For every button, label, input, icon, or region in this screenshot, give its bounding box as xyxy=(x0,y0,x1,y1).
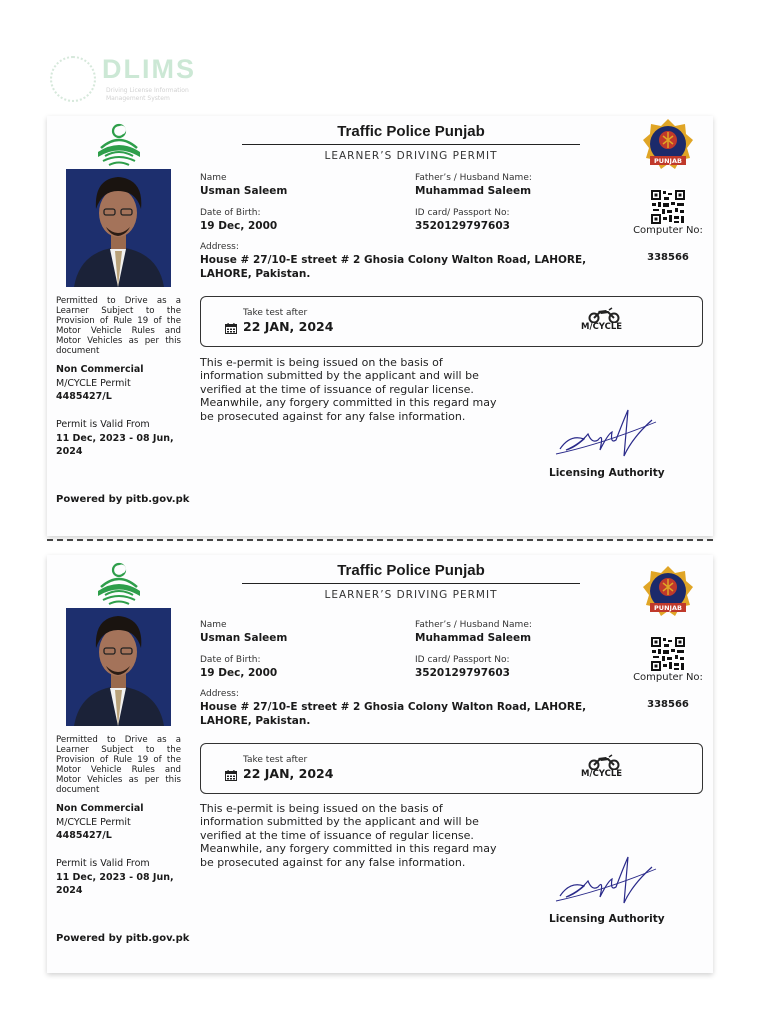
valid-dates: 11 Dec, 2023 - 08 Jun, 2024 xyxy=(56,872,174,896)
doc-title: LEARNER’S DRIVING PERMIT xyxy=(324,150,498,162)
permit-type: M/CYCLE Permit xyxy=(56,817,131,828)
permit-number: 4485427/L xyxy=(56,830,112,841)
father-value: Muhammad Saleem xyxy=(415,632,532,644)
test-label: Take test after xyxy=(243,308,308,318)
id-value: 3520129797603 xyxy=(415,667,510,679)
calendar-icon xyxy=(225,770,237,781)
name-label: Name xyxy=(200,173,227,183)
applicant-photo xyxy=(66,608,171,726)
dob-label: Date of Birth: xyxy=(200,208,261,218)
name-label: Name xyxy=(200,620,227,630)
vehicle-label: M/CYCLE xyxy=(581,322,623,332)
punjab-emblem-icon xyxy=(95,561,143,605)
powered-by: Powered by pitb.gov.pk xyxy=(56,494,190,505)
valid-label: Permit is Valid From xyxy=(56,858,150,869)
father-label: Father’s / Husband Name: xyxy=(415,620,532,630)
powered-by: Powered by pitb.gov.pk xyxy=(56,933,190,944)
signature-icon xyxy=(552,404,662,464)
badge-text: PUNJAB xyxy=(654,604,682,612)
id-value: 3520129797603 xyxy=(415,220,510,232)
permit-type: M/CYCLE Permit xyxy=(56,378,131,389)
punjab-emblem-icon xyxy=(95,122,143,166)
licensing-authority: Licensing Authority xyxy=(549,913,665,925)
qr-code-icon xyxy=(650,189,686,225)
computer-label: Computer No: xyxy=(633,672,703,683)
computer-number: 338566 xyxy=(647,252,689,263)
signature-icon xyxy=(552,851,662,911)
epermit-note: This e-permit is being issued on the basis of information submitted by the applicant and will be verified at the time of issuance of regular license. Meanwhile, any forgery committed in this regard may be prosecuted against for any false information. xyxy=(200,802,497,869)
title-divider xyxy=(242,144,580,145)
permit-number: 4485427/L xyxy=(56,391,112,402)
father-label: Father’s / Husband Name: xyxy=(415,173,532,183)
vehicle-label: M/CYCLE xyxy=(581,769,623,779)
permitted-note: Permitted to Drive as a Learner Subject to the Provision of Rule 19 of the Motor Vehicle Rules and Motor Vehicles as per this document xyxy=(56,735,181,795)
address-label: Address: xyxy=(200,689,239,699)
dlims-watermark xyxy=(50,54,210,104)
test-date: 22 JAN, 2024 xyxy=(243,766,334,781)
qr-code-icon xyxy=(650,636,686,672)
watermark-subtitle: Driving License Information Management System xyxy=(106,87,189,102)
test-date-box xyxy=(200,743,703,794)
doc-title: LEARNER’S DRIVING PERMIT xyxy=(324,589,498,601)
test-label: Take test after xyxy=(243,755,308,765)
permit-card-2 xyxy=(47,555,713,973)
valid-label: Permit is Valid From xyxy=(56,419,150,430)
traffic-police-badge-icon xyxy=(642,118,694,174)
address-value: House # 27/10-E street # 2 Ghosia Colony Walton Road, LAHORE, LAHORE, Pakistan. xyxy=(200,701,587,727)
dob-label: Date of Birth: xyxy=(200,655,261,665)
address-label: Address: xyxy=(200,242,239,252)
motorcycle-icon xyxy=(587,754,621,770)
badge-text: PUNJAB xyxy=(654,157,682,165)
father-value: Muhammad Saleem xyxy=(415,185,532,197)
licensing-authority: Licensing Authority xyxy=(549,467,665,479)
traffic-police-badge-icon xyxy=(642,565,694,621)
dob-value: 19 Dec, 2000 xyxy=(200,667,278,679)
motorcycle-icon xyxy=(587,307,621,323)
epermit-note: This e-permit is being issued on the basis of information submitted by the applicant and will be verified at the time of issuance of regular license. Meanwhile, any forgery committed in this regard may be prosecuted against for any false information. xyxy=(200,356,497,423)
permit-card-1 xyxy=(47,116,713,536)
test-date: 22 JAN, 2024 xyxy=(243,319,334,334)
cut-line xyxy=(47,539,713,541)
applicant-photo xyxy=(66,169,171,287)
valid-dates: 11 Dec, 2023 - 08 Jun, 2024 xyxy=(56,433,174,457)
name-value: Usman Saleem xyxy=(200,185,288,197)
address-value: House # 27/10-E street # 2 Ghosia Colony Walton Road, LAHORE, LAHORE, Pakistan. xyxy=(200,254,587,280)
title-divider xyxy=(242,583,580,584)
dob-value: 19 Dec, 2000 xyxy=(200,220,278,232)
computer-label: Computer No: xyxy=(633,225,703,236)
test-date-box xyxy=(200,296,703,347)
permit-category: Non Commercial xyxy=(56,364,144,375)
calendar-icon xyxy=(225,323,237,334)
org-title: Traffic Police Punjab xyxy=(337,562,485,579)
id-label: ID card/ Passport No: xyxy=(415,208,510,218)
id-label: ID card/ Passport No: xyxy=(415,655,510,665)
dlims-logo-icon xyxy=(50,56,96,102)
computer-number: 338566 xyxy=(647,699,689,710)
watermark-text: DLIMS xyxy=(102,54,196,84)
permit-category: Non Commercial xyxy=(56,803,144,814)
name-value: Usman Saleem xyxy=(200,632,288,644)
org-title: Traffic Police Punjab xyxy=(337,123,485,140)
permitted-note: Permitted to Drive as a Learner Subject to the Provision of Rule 19 of the Motor Vehicle Rules and Motor Vehicles as per this document xyxy=(56,296,181,356)
